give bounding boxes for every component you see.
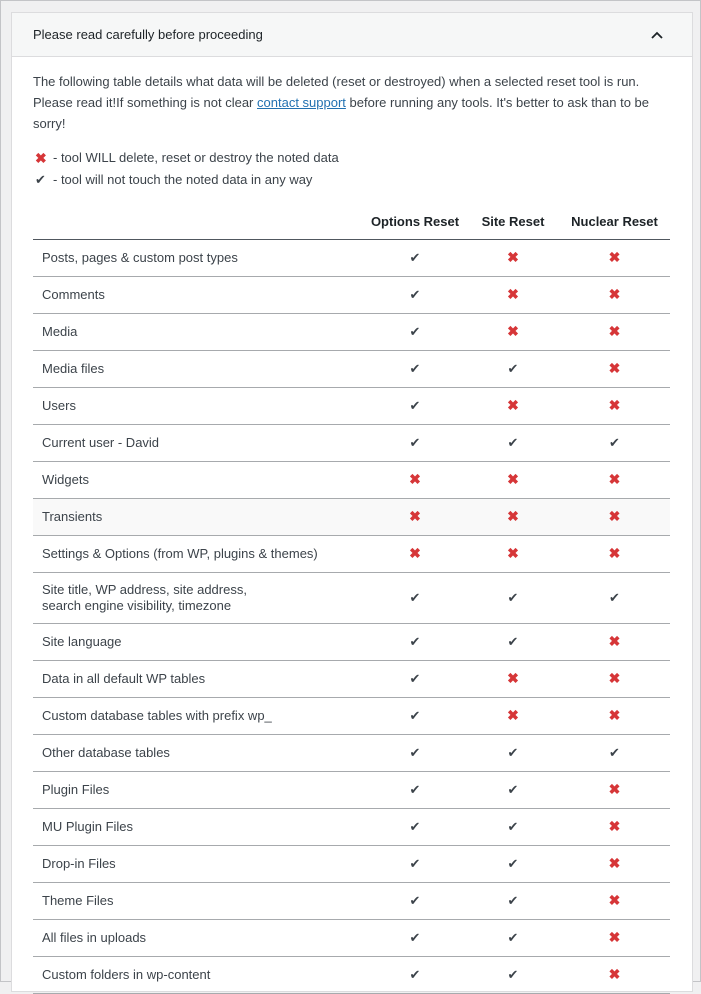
- row-label: Custom database tables with prefix wp_: [33, 697, 363, 734]
- table-row: [33, 535, 670, 572]
- check-icon: ✔: [507, 781, 519, 797]
- cell: [559, 424, 670, 461]
- check-icon: ✔: [507, 929, 519, 945]
- header-options-reset: Options Reset: [363, 205, 467, 239]
- cell: [467, 387, 559, 424]
- cell: [467, 498, 559, 535]
- cell: [363, 919, 467, 956]
- check-icon: ✔: [409, 707, 421, 723]
- legend-delete: - tool WILL delete, reset or destroy the noted data: [53, 150, 339, 165]
- row-label: Other database tables: [33, 734, 363, 771]
- check-icon: ✔: [409, 323, 421, 339]
- cell: [467, 350, 559, 387]
- reset-table: [33, 205, 670, 994]
- cell: [467, 660, 559, 697]
- cell: [467, 424, 559, 461]
- x-icon: ✖: [507, 397, 519, 413]
- cell: [559, 956, 670, 993]
- cell: [467, 313, 559, 350]
- x-icon: ✖: [608, 323, 621, 339]
- table-row: [33, 734, 670, 771]
- check-icon: ✔: [409, 633, 421, 649]
- check-icon: ✔: [409, 589, 421, 605]
- cell: [467, 956, 559, 993]
- cell: [559, 919, 670, 956]
- cell: [467, 461, 559, 498]
- cell: [467, 808, 559, 845]
- table-row: [33, 845, 670, 882]
- x-icon: ✖: [507, 545, 519, 561]
- x-icon: ✖: [507, 670, 519, 686]
- x-icon: ✖: [507, 471, 519, 487]
- cell: [467, 572, 559, 623]
- row-label: Plugin Files: [33, 771, 363, 808]
- table-row: [33, 276, 670, 313]
- cell: [363, 239, 467, 276]
- cell: [363, 882, 467, 919]
- x-icon: ✖: [608, 670, 621, 686]
- check-icon: ✔: [609, 589, 620, 605]
- reset-info-panel: [11, 12, 693, 992]
- cell: [363, 623, 467, 660]
- cell: [363, 535, 467, 572]
- check-icon: ✔: [35, 172, 46, 187]
- row-label: Site language: [33, 623, 363, 660]
- row-label: Drop-in Files: [33, 845, 363, 882]
- table-row: [33, 313, 670, 350]
- cell: [363, 771, 467, 808]
- x-icon: ✖: [608, 855, 621, 871]
- cell: [467, 239, 559, 276]
- cell: [559, 276, 670, 313]
- cell: [559, 623, 670, 660]
- x-icon: ✖: [608, 545, 621, 561]
- cell: [559, 660, 670, 697]
- check-icon: ✔: [409, 966, 421, 982]
- cell: [559, 350, 670, 387]
- intro-text: [33, 71, 671, 134]
- cell: [559, 313, 670, 350]
- cell: [559, 771, 670, 808]
- row-label: Current user - David: [33, 424, 363, 461]
- x-icon: ✖: [608, 360, 621, 376]
- table-row: [33, 919, 670, 956]
- x-icon: ✖: [507, 323, 519, 339]
- x-icon: ✖: [608, 397, 621, 413]
- table-row: [33, 771, 670, 808]
- check-icon: ✔: [409, 892, 421, 908]
- check-icon: ✔: [609, 744, 620, 760]
- check-icon: ✔: [507, 855, 519, 871]
- check-icon: ✔: [609, 434, 620, 450]
- cell: [363, 734, 467, 771]
- table-row: [33, 956, 670, 993]
- x-icon: ✖: [507, 286, 519, 302]
- x-icon: ✖: [608, 707, 621, 723]
- table-row: [33, 623, 670, 660]
- check-icon: ✔: [507, 633, 519, 649]
- check-icon: ✔: [409, 286, 421, 302]
- row-label: Media: [33, 313, 363, 350]
- row-label: Users: [33, 387, 363, 424]
- cell: [467, 919, 559, 956]
- check-icon: ✔: [507, 744, 519, 760]
- table-row: [33, 350, 670, 387]
- cell: [559, 387, 670, 424]
- row-label: Media files: [33, 350, 363, 387]
- cell: [363, 424, 467, 461]
- row-label: Custom folders in wp-content: [33, 956, 363, 993]
- cell: [467, 771, 559, 808]
- contact-support-link[interactable]: contact support: [257, 95, 346, 110]
- check-icon: ✔: [409, 781, 421, 797]
- cell: [467, 882, 559, 919]
- check-icon: ✔: [507, 892, 519, 908]
- check-icon: ✔: [507, 966, 519, 982]
- check-icon: ✔: [409, 249, 421, 265]
- x-icon: ✖: [35, 150, 47, 166]
- x-icon: ✖: [608, 818, 621, 834]
- table-row: [33, 808, 670, 845]
- check-icon: ✔: [409, 360, 421, 376]
- table-row: [33, 660, 670, 697]
- cell: [559, 572, 670, 623]
- check-icon: ✔: [507, 434, 519, 450]
- x-icon: ✖: [608, 781, 621, 797]
- cell: [363, 461, 467, 498]
- x-icon: ✖: [507, 508, 519, 524]
- legend-keep: - tool will not touch the noted data in any way: [53, 172, 313, 187]
- cell: [559, 882, 670, 919]
- row-label: Site title, WP address, site address, search engine visibility, timezone: [33, 572, 363, 623]
- row-label: All files in uploads: [33, 919, 363, 956]
- check-icon: ✔: [409, 397, 421, 413]
- x-icon: ✖: [608, 892, 621, 908]
- x-icon: ✖: [409, 471, 421, 487]
- check-icon: ✔: [409, 929, 421, 945]
- header-site-reset: Site Reset: [467, 205, 559, 239]
- table-row: [33, 882, 670, 919]
- check-icon: ✔: [409, 855, 421, 871]
- x-icon: ✖: [507, 707, 519, 723]
- table-row: [33, 239, 670, 276]
- header-blank: [33, 205, 363, 239]
- cell: [559, 845, 670, 882]
- chevron-up-icon[interactable]: [646, 24, 668, 46]
- x-icon: ✖: [608, 286, 621, 302]
- cell: [363, 313, 467, 350]
- cell: [559, 239, 670, 276]
- cell: [559, 498, 670, 535]
- row-label: Widgets: [33, 461, 363, 498]
- panel-title: Please read carefully before proceeding: [33, 27, 263, 42]
- cell: [363, 845, 467, 882]
- x-icon: ✖: [608, 929, 621, 945]
- x-icon: ✖: [608, 508, 621, 524]
- cell: [467, 845, 559, 882]
- check-icon: ✔: [507, 818, 519, 834]
- x-icon: ✖: [608, 633, 621, 649]
- check-icon: ✔: [507, 360, 519, 376]
- cell: [363, 387, 467, 424]
- cell: [363, 276, 467, 313]
- check-icon: ✔: [409, 670, 421, 686]
- header-nuclear-reset: Nuclear Reset: [559, 205, 670, 239]
- cell: [363, 660, 467, 697]
- row-label: Data in all default WP tables: [33, 660, 363, 697]
- check-icon: ✔: [409, 818, 421, 834]
- check-icon: ✔: [409, 434, 421, 450]
- x-icon: ✖: [608, 966, 621, 982]
- x-icon: ✖: [409, 545, 421, 561]
- panel-header[interactable]: [12, 13, 692, 57]
- cell: [467, 535, 559, 572]
- row-label: MU Plugin Files: [33, 808, 363, 845]
- table-row: [33, 424, 670, 461]
- cell: [363, 956, 467, 993]
- cell: [559, 697, 670, 734]
- table-row: [33, 697, 670, 734]
- cell: [363, 498, 467, 535]
- cell: [363, 808, 467, 845]
- table-row: [33, 572, 670, 623]
- row-label: Comments: [33, 276, 363, 313]
- cell: [559, 734, 670, 771]
- table-row: [33, 461, 670, 498]
- check-icon: ✔: [507, 589, 519, 605]
- cell: [467, 623, 559, 660]
- x-icon: ✖: [507, 249, 519, 265]
- cell: [363, 572, 467, 623]
- x-icon: ✖: [409, 508, 421, 524]
- cell: [467, 734, 559, 771]
- cell: [363, 697, 467, 734]
- cell: [363, 350, 467, 387]
- cell: [467, 276, 559, 313]
- cell: [559, 461, 670, 498]
- x-icon: ✖: [608, 471, 621, 487]
- intro-text-end: before running any tools. It's better to ask than to be sorry!: [33, 95, 650, 131]
- table-row: [33, 498, 670, 535]
- row-label: Posts, pages & custom post types: [33, 239, 363, 276]
- x-icon: ✖: [608, 249, 621, 265]
- intro-text-start: The following table details what data will be deleted (reset or destroyed) when a selected reset tool is run. Please read it!If something is not clear: [33, 74, 640, 110]
- check-icon: ✔: [409, 744, 421, 760]
- row-label: Transients: [33, 498, 363, 535]
- cell: [559, 535, 670, 572]
- table-row: [33, 387, 670, 424]
- legend: [33, 147, 671, 191]
- cell: [467, 697, 559, 734]
- row-label: Theme Files: [33, 882, 363, 919]
- cell: [559, 808, 670, 845]
- row-label: Settings & Options (from WP, plugins & themes): [33, 535, 363, 572]
